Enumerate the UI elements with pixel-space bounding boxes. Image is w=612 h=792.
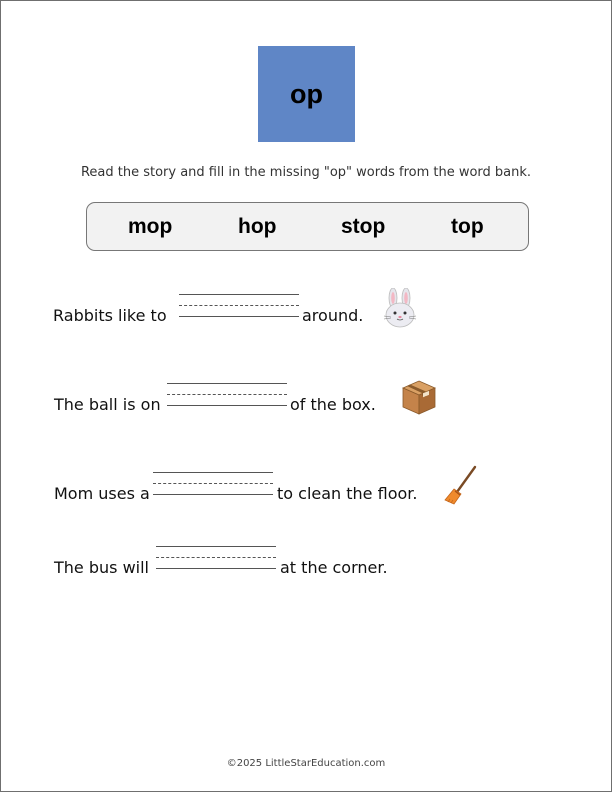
sentence-3 (54, 472, 484, 512)
word-bank-item-hop: hop (238, 215, 277, 238)
page-title: op (290, 78, 323, 109)
bunny-icon (379, 288, 421, 330)
title-box (258, 46, 355, 142)
sentence-4-before: The bus will (54, 558, 149, 577)
sentence-2-before: The ball is on (54, 395, 161, 414)
word-bank (86, 202, 529, 251)
answer-blank-3[interactable] (153, 472, 273, 494)
word-bank-item-stop: stop (341, 215, 386, 238)
sentence-3-before: Mom uses a (54, 484, 150, 503)
broom-icon (442, 464, 482, 506)
answer-blank-4[interactable] (156, 546, 276, 568)
answer-blank-2[interactable] (167, 383, 287, 405)
footer-copyright: ©2025 LittleStarEducation.com (226, 758, 386, 769)
instructions-text: Read the story and fill in the missing "op" words from the word bank. (80, 165, 532, 180)
sentence-1-before: Rabbits like to (53, 306, 167, 325)
sentence-2 (54, 383, 474, 423)
sentence-2-after: of the box. (290, 395, 376, 414)
box-icon (399, 377, 439, 417)
answer-blank-1[interactable] (179, 294, 299, 316)
word-bank-item-top: top (451, 215, 484, 238)
word-bank-item-mop: mop (128, 215, 173, 238)
sentence-1-after: around. (302, 306, 364, 325)
sentence-3-after: to clean the floor. (277, 484, 418, 503)
sentence-1 (53, 294, 473, 334)
sentence-4 (54, 546, 474, 586)
sentence-4-after: at the corner. (280, 558, 388, 577)
